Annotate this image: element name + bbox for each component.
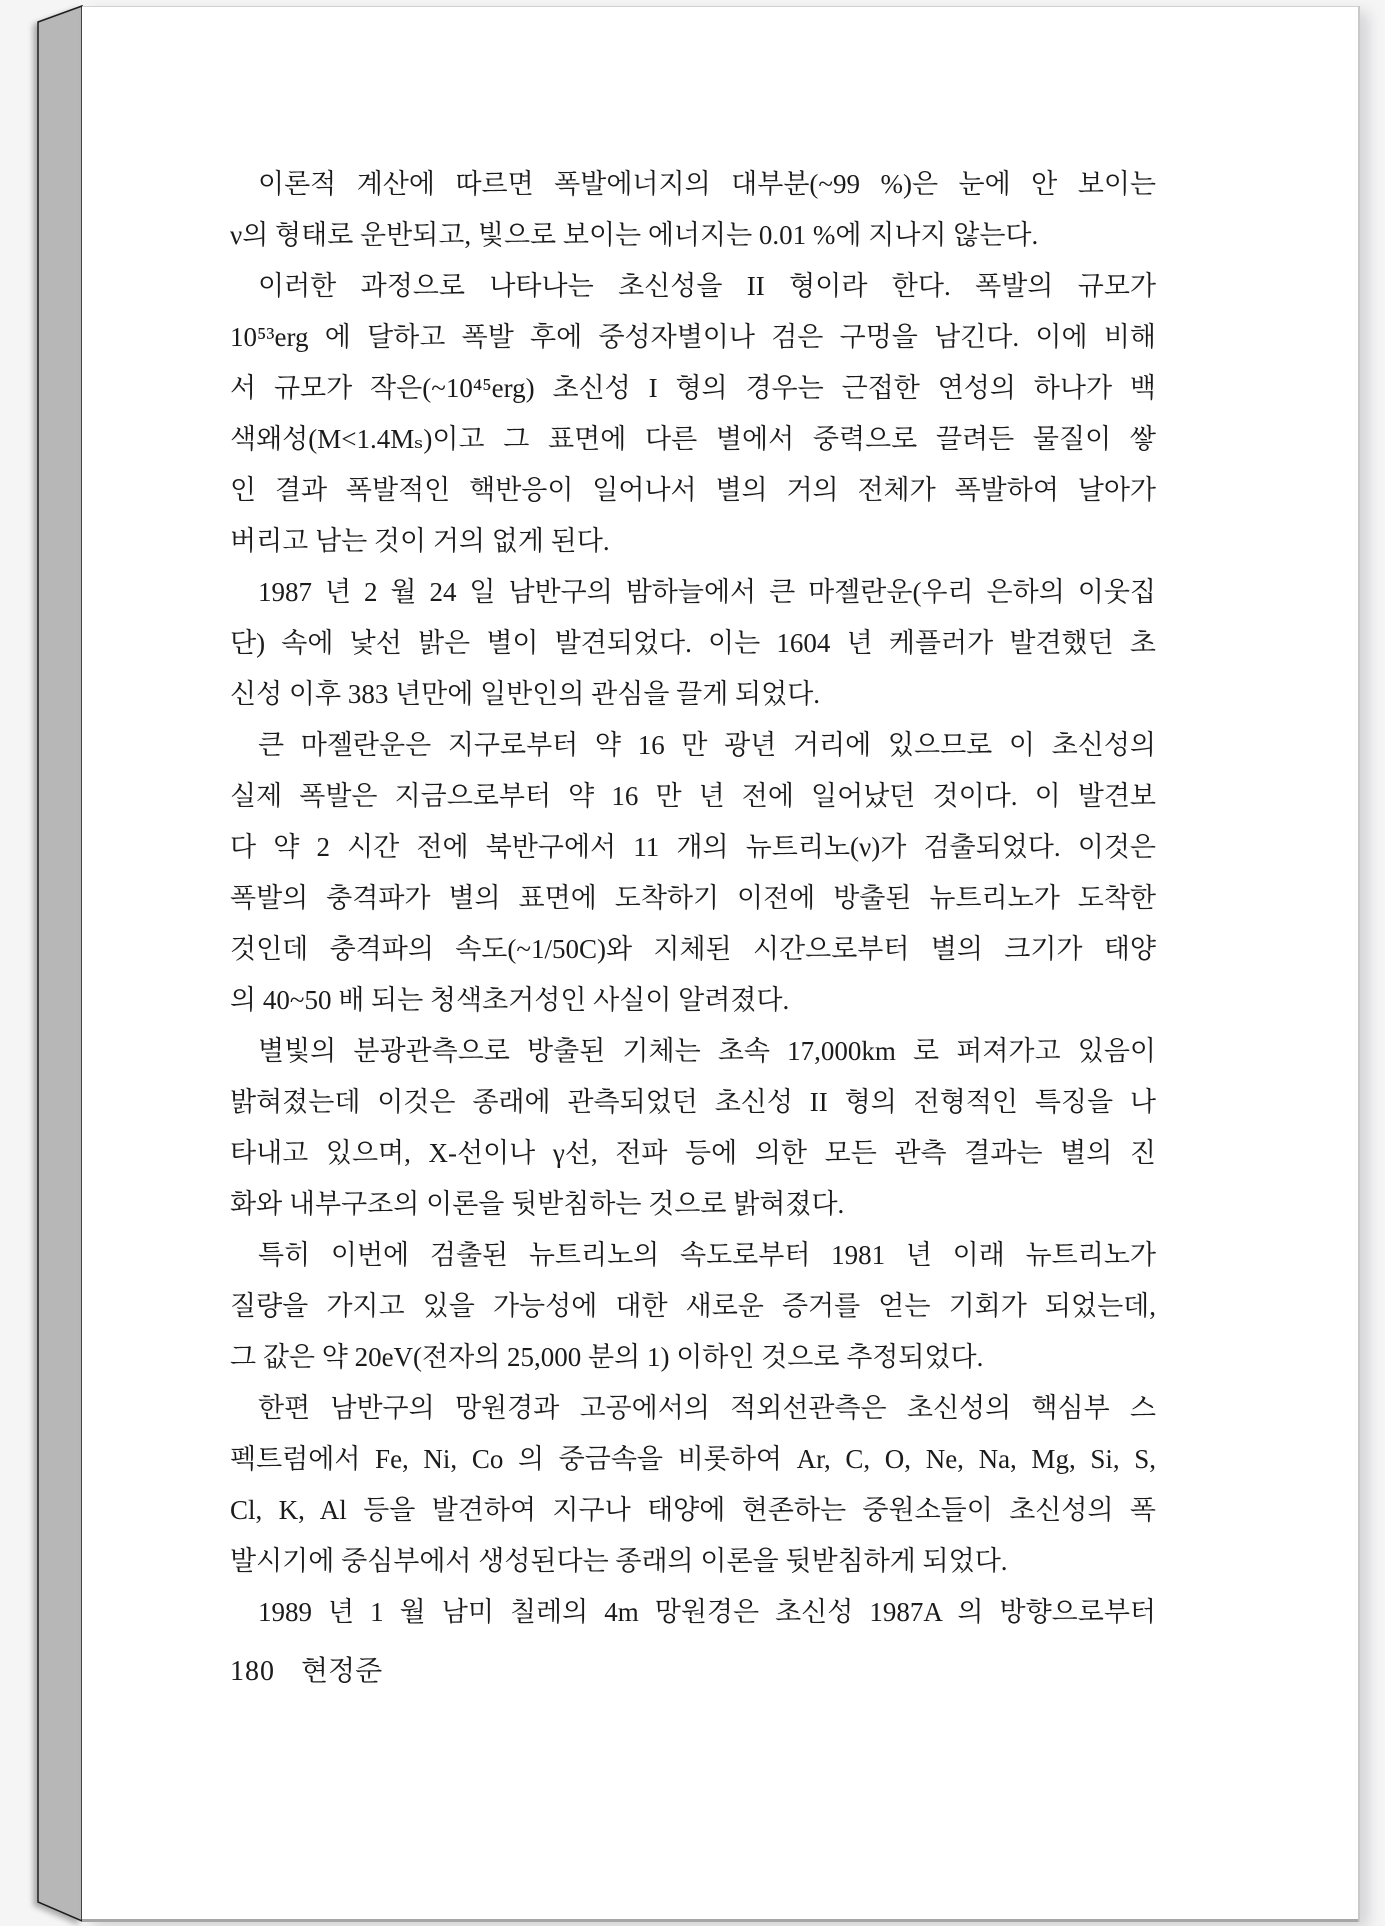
text-line: 이러한 과정으로 나타나는 초신성을 II 형이라 한다. 폭발의 규모가 <box>258 271 1156 301</box>
text-line: 인 결과 폭발적인 핵반응이 일어나서 별의 거의 전체가 폭발하여 날아가 <box>230 475 1156 505</box>
text-line: 10⁵³erg 에 달하고 폭발 후에 중성자별이나 검은 구멍을 남긴다. 이에 비해 <box>230 322 1156 352</box>
page <box>82 6 1358 1922</box>
page-footer <box>230 1655 382 1689</box>
text-line: 신성 이후 383 년만에 일반인의 관심을 끌게 되었다. <box>230 679 821 709</box>
text-line: 특히 이번에 검출된 뉴트리노의 속도로부터 1981 년 이래 뉴트리노가 <box>258 1240 1156 1270</box>
body-text <box>230 159 1156 1638</box>
text-line: 질량을 가지고 있을 가능성에 대한 새로운 증거를 얻는 기회가 되었는데, <box>230 1291 1156 1321</box>
text-line: 한편 남반구의 망원경과 고공에서의 적외선관측은 초신성의 핵심부 스 <box>258 1393 1156 1423</box>
text-line: 화와 내부구조의 이론을 뒷받침하는 것으로 밝혀졌다. <box>230 1189 845 1219</box>
text-line: 다 약 2 시간 전에 북반구에서 11 개의 뉴트리노(ν)가 검출되었다. 이것은 <box>230 832 1156 862</box>
page-edge <box>0 0 90 1926</box>
text-line: 것인데 충격파의 속도(~1/50C)와 지체된 시간으로부터 별의 크기가 태양 <box>230 934 1156 964</box>
text-line: 서 규모가 작은(~10⁴⁵erg) 초신성 I 형의 경우는 근접한 연성의 하나가 백 <box>230 373 1156 403</box>
page-edge-face <box>38 6 82 1921</box>
text-line: 1987 년 2 월 24 일 남반구의 밤하늘에서 큰 마젤란운(우리 은하의 이웃집 <box>258 577 1156 607</box>
text-line: ν의 형태로 운반되고, 빛으로 보이는 에너지는 0.01 %에 지나지 않는다. <box>230 220 1039 250</box>
text-line: 색왜성(M<1.4Mₛ)이고 그 표면에 다른 별에서 중력으로 끌려든 물질이 쌓 <box>230 424 1156 454</box>
text-line: 1989 년 1 월 남미 칠레의 4m 망원경은 초신성 1987A 의 방향으로부터 <box>258 1597 1156 1627</box>
text-line: 단) 속에 낯선 밝은 별이 발견되었다. 이는 1604 년 케플러가 발견했던 초 <box>230 628 1156 658</box>
text-line: 이론적 계산에 따르면 폭발에너지의 대부분(~99 %)은 눈에 안 보이는 <box>258 169 1156 199</box>
text-line: 의 40~50 배 되는 청색초거성인 사실이 알려졌다. <box>230 985 790 1015</box>
text-line: 그 값은 약 20eV(전자의 25,000 분의 1) 이하인 것으로 추정되었다. <box>230 1342 984 1372</box>
text-line: 폭발의 충격파가 별의 표면에 도착하기 이전에 방출된 뉴트리노가 도착한 <box>230 883 1156 913</box>
page-number: 180 <box>230 1656 275 1687</box>
text-line: 별빛의 분광관측으로 방출된 기체는 초속 17,000km 로 퍼져가고 있음이 <box>258 1036 1156 1066</box>
text-line: 실제 폭발은 지금으로부터 약 16 만 년 전에 일어났던 것이다. 이 발견보 <box>230 781 1156 811</box>
text-line: 밝혀졌는데 이것은 종래에 관측되었던 초신성 II 형의 전형적인 특징을 나 <box>230 1087 1156 1117</box>
text-line: Cl, K, Al 등을 발견하여 지구나 태양에 현존하는 중원소들이 초신성의 폭 <box>230 1495 1156 1525</box>
text-line: 타내고 있으며, X-선이나 γ선, 전파 등에 의한 모든 관측 결과는 별의 진 <box>230 1138 1156 1168</box>
text-line: 버리고 남는 것이 거의 없게 된다. <box>230 526 610 556</box>
author-name: 현정준 <box>301 1656 383 1687</box>
text-line: 큰 마젤란운은 지구로부터 약 16 만 광년 거리에 있으므로 이 초신성의 <box>258 730 1156 760</box>
text-line: 펙트럼에서 Fe, Ni, Co 의 중금속을 비롯하여 Ar, C, O, Ne, Na, Mg, Si, S, <box>230 1444 1156 1474</box>
text-line: 발시기에 중심부에서 생성된다는 종래의 이론을 뒷받침하게 되었다. <box>230 1546 1008 1576</box>
